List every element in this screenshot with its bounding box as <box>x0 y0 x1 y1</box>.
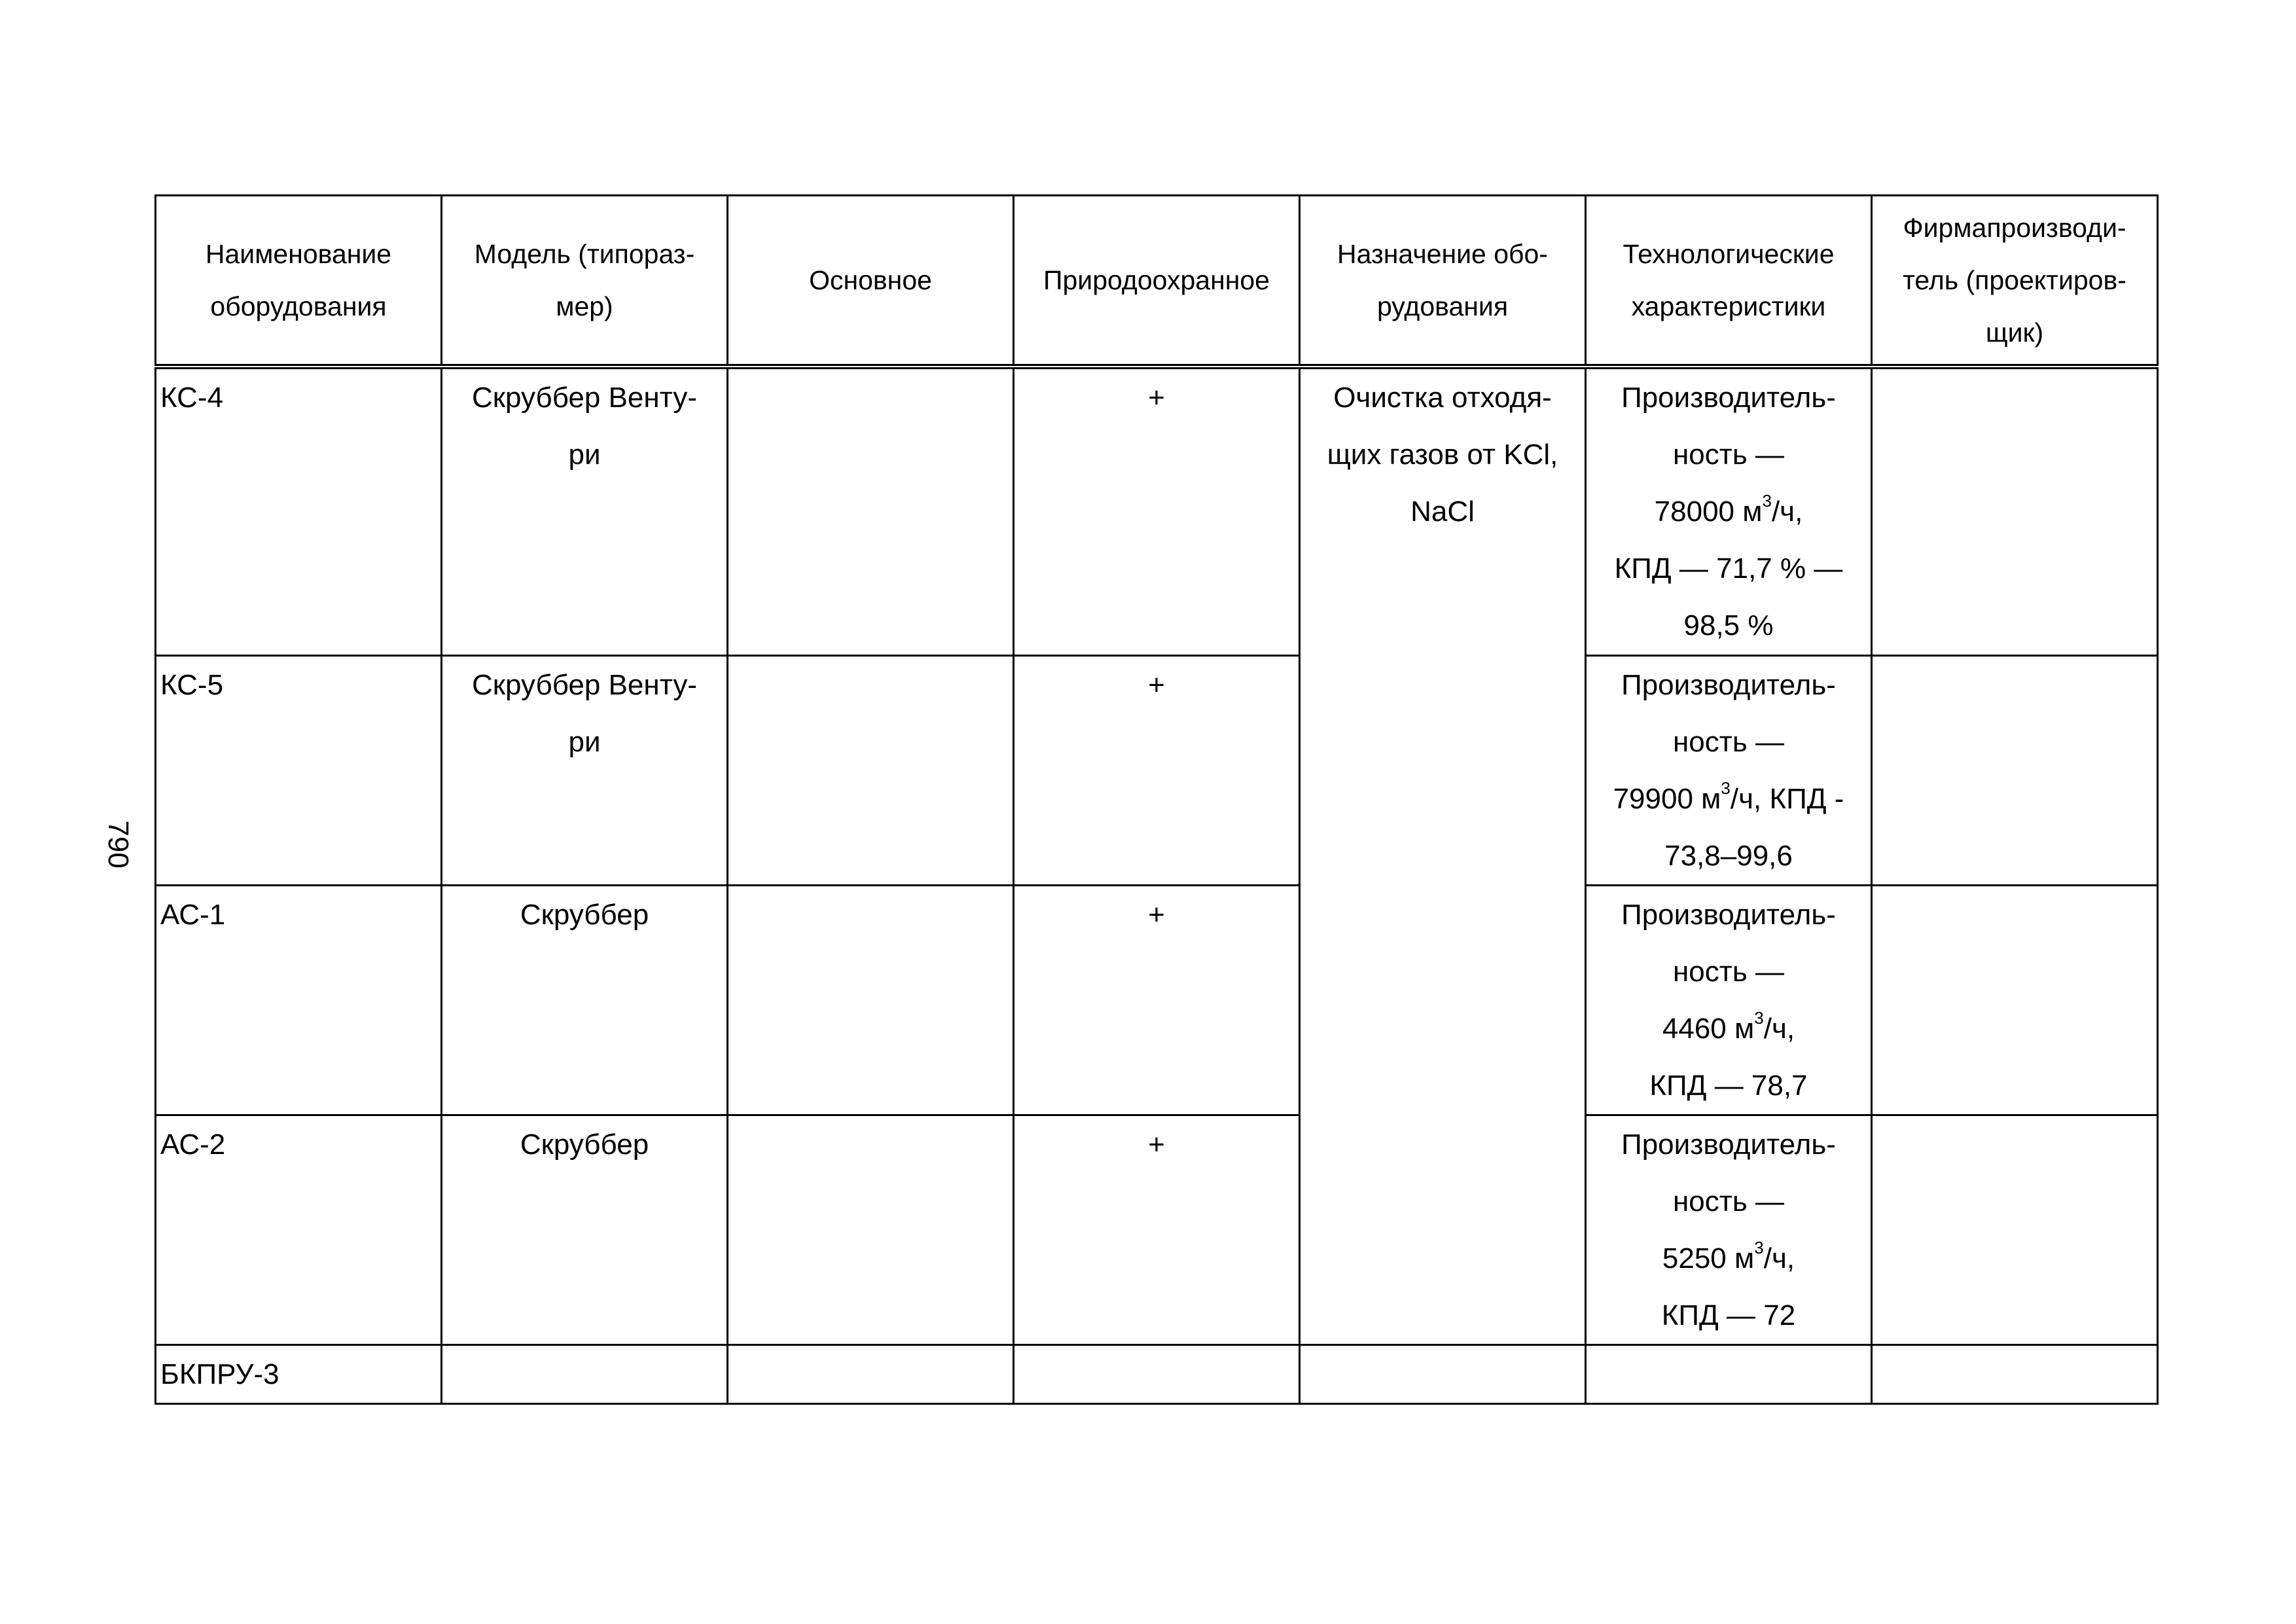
cell-manufacturer <box>1872 656 2158 886</box>
cell-text: КС-5 <box>160 669 224 701</box>
cell-text: ри <box>568 726 601 758</box>
cell-text: Производитель- <box>1621 382 1836 414</box>
header-text: мер) <box>556 291 613 321</box>
cell-main <box>728 886 1014 1115</box>
header-text: оборудования <box>210 291 387 321</box>
cell-manufacturer <box>1872 1345 2158 1404</box>
cell-text: АС-2 <box>160 1128 226 1161</box>
header-text: Технологические <box>1623 239 1835 269</box>
cell-text: ность — <box>1672 1185 1785 1218</box>
cell-environmental <box>1014 656 1300 886</box>
cell-text: ность — <box>1672 956 1785 988</box>
table-row <box>156 1345 2158 1404</box>
cell-text: Производитель- <box>1621 899 1836 931</box>
cell-text: Производитель- <box>1621 1128 1836 1161</box>
header-main <box>728 196 1014 367</box>
cell-text: КПД — 78,7 <box>1649 1070 1808 1102</box>
cell-text: КС-4 <box>160 382 224 414</box>
superscript: 3 <box>1762 490 1772 511</box>
cell-tech-characteristics <box>1586 886 1872 1115</box>
cell-text: NaCl <box>1410 496 1475 528</box>
header-text: Природоохранное <box>1043 265 1270 295</box>
cell-manufacturer <box>1872 886 2158 1115</box>
cell-tech-characteristics <box>1586 656 1872 886</box>
table-row <box>156 1115 2158 1345</box>
cell-environmental <box>1014 1115 1300 1345</box>
cell-main <box>728 367 1014 656</box>
cell-text: щих газов от KCl, <box>1327 439 1558 471</box>
cell-text: + <box>1148 1128 1165 1161</box>
cell-environmental <box>1014 1345 1300 1404</box>
cell-manufacturer <box>1872 1115 2158 1345</box>
header-text: тель (проектиров- <box>1903 265 2126 295</box>
cell-text: Очистка отходя- <box>1333 382 1552 414</box>
equipment-table <box>154 194 2159 1405</box>
cell-text: 5250 м <box>1662 1242 1755 1274</box>
header-purpose <box>1300 196 1586 367</box>
cell-text: Производитель- <box>1621 669 1836 701</box>
cell-tech-characteristics <box>1586 1115 1872 1345</box>
cell-model <box>442 1345 728 1404</box>
cell-text: ность — <box>1672 726 1785 758</box>
cell-text: + <box>1148 382 1165 414</box>
superscript: 3 <box>1754 1237 1764 1257</box>
cell-equipment-name <box>156 367 442 656</box>
header-manufacturer <box>1872 196 2158 367</box>
cell-text: /ч, <box>1763 1013 1795 1045</box>
header-equipment-name <box>156 196 442 367</box>
cell-model <box>442 367 728 656</box>
cell-text: АС-1 <box>160 899 226 931</box>
cell-environmental <box>1014 367 1300 656</box>
cell-equipment-name <box>156 1115 442 1345</box>
cell-text: 79900 м <box>1613 783 1721 815</box>
table-row <box>156 367 2158 656</box>
cell-text: 78000 м <box>1654 496 1763 528</box>
cell-environmental <box>1014 886 1300 1115</box>
page-number-text: 790 <box>102 820 134 869</box>
cell-manufacturer <box>1872 367 2158 656</box>
cell-equipment-name <box>156 656 442 886</box>
cell-text-line <box>1590 1000 1867 1057</box>
table-header-row <box>156 196 2158 367</box>
cell-text: Скруббер Венту- <box>472 669 697 701</box>
table-row <box>156 656 2158 886</box>
header-text: Модель (типораз- <box>474 239 695 269</box>
cell-text: + <box>1148 899 1165 931</box>
cell-equipment-name <box>156 886 442 1115</box>
header-model <box>442 196 728 367</box>
superscript: 3 <box>1721 778 1731 798</box>
cell-model <box>442 886 728 1115</box>
table-row <box>156 886 2158 1115</box>
cell-text: БКПРУ-3 <box>160 1358 279 1390</box>
cell-text: КПД — 71,7 % — <box>1614 552 1843 585</box>
header-text: рудования <box>1376 291 1509 321</box>
cell-text: ри <box>568 439 601 471</box>
cell-text: ность — <box>1672 439 1785 471</box>
cell-text: + <box>1148 669 1165 701</box>
cell-text: КПД — 72 <box>1661 1299 1796 1331</box>
cell-text: Скруббер <box>520 899 649 931</box>
cell-text: /ч, <box>1771 496 1803 528</box>
cell-text: 73,8–99,6 <box>1664 840 1793 872</box>
header-text: щик) <box>1985 317 2044 348</box>
cell-text: /ч, КПД - <box>1730 783 1844 815</box>
header-text: Наименование <box>205 239 392 269</box>
cell-text-line <box>1590 770 1867 827</box>
header-text: характеристики <box>1631 291 1826 321</box>
cell-text: 98,5 % <box>1683 609 1774 641</box>
cell-text-line <box>1590 1230 1867 1287</box>
cell-text-line <box>1590 483 1867 540</box>
cell-model <box>442 1115 728 1345</box>
cell-main <box>728 1345 1014 1404</box>
cell-main <box>728 1115 1014 1345</box>
cell-equipment-name <box>156 1345 442 1404</box>
cell-tech-characteristics <box>1586 1345 1872 1404</box>
superscript: 3 <box>1754 1007 1764 1028</box>
cell-purpose <box>1300 1345 1586 1404</box>
header-text: Основное <box>809 265 932 295</box>
header-environmental <box>1014 196 1300 367</box>
header-tech-characteristics <box>1586 196 1872 367</box>
cell-purpose <box>1300 367 1586 1345</box>
cell-text: Скруббер <box>520 1128 649 1161</box>
cell-text: Скруббер Венту- <box>472 382 697 414</box>
cell-model <box>442 656 728 886</box>
header-text: Фирмапроизводи- <box>1903 213 2126 243</box>
cell-text: /ч, <box>1763 1242 1795 1274</box>
header-text: Назначение обо- <box>1337 239 1548 269</box>
cell-text: 4460 м <box>1662 1013 1755 1045</box>
cell-tech-characteristics <box>1586 367 1872 656</box>
cell-main <box>728 656 1014 886</box>
